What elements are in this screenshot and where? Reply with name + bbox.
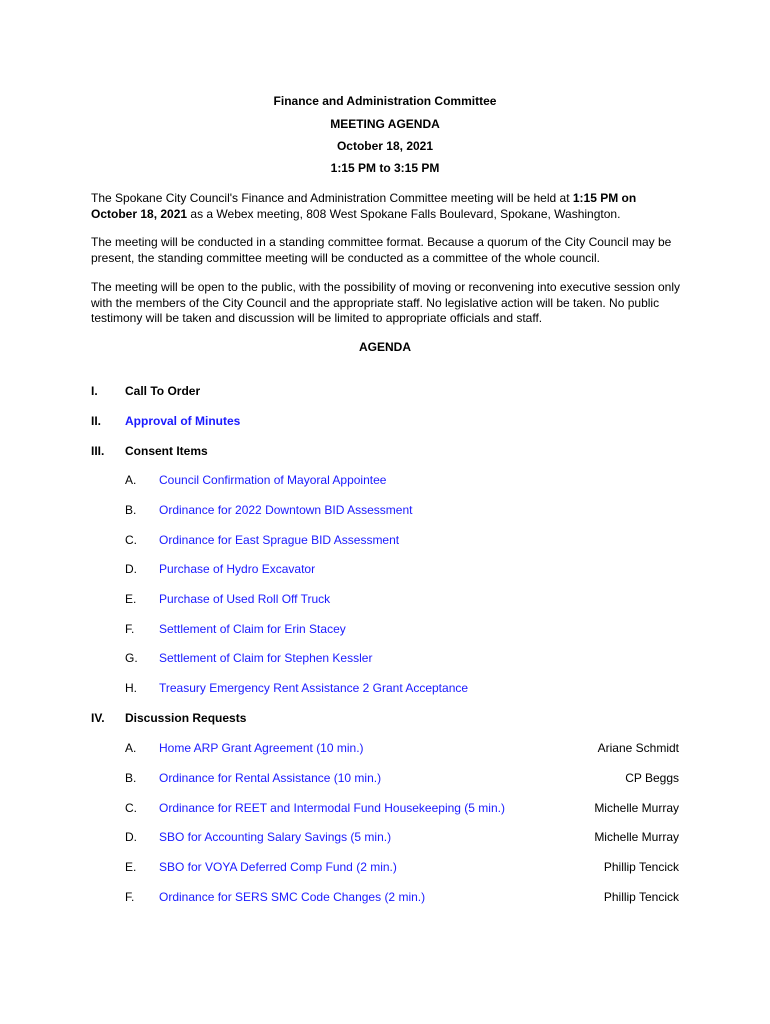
section-title: Discussion Requests [125,711,247,725]
consent-item-link[interactable]: Purchase of Hydro Excavator [159,562,316,576]
discussion-item [0,889,770,905]
item-letter: D. [125,830,137,844]
discussion-item [0,829,770,845]
item-letter: E. [125,860,137,874]
discussion-item [0,770,770,786]
item-letter: C. [125,533,137,547]
section-title: Call To Order [125,384,201,398]
section-consent-items [0,443,770,459]
discussion-item-link[interactable]: Ordinance for Rental Assistance (10 min.) [159,771,382,785]
consent-item [0,650,770,666]
consent-item-link[interactable]: Ordinance for East Sprague BID Assessment [159,533,400,547]
consent-item-link[interactable]: Purchase of Used Roll Off Truck [159,592,331,606]
consent-item [0,621,770,637]
discussion-item [0,740,770,756]
intro-paragraph-public: The meeting will be open to the public, with the possibility of moving or reconvening into executive session only with the members of the City Council and the appropriate staff. No legislative action will be taken. No public testimony will be taken and discussion will be limited to appropriate officials and staff. [91,280,680,325]
item-letter: B. [125,503,137,517]
discussion-item [0,800,770,816]
doc-type-title: MEETING AGENDA [330,117,440,131]
intro-paragraph-format: The meeting will be conducted in a standing committee format. Because a quorum of the City Council may be present, the standing committee meeting will be conducted as a committee of the whole council. [91,235,672,265]
consent-item [0,502,770,518]
consent-item-link[interactable]: Settlement of Claim for Stephen Kessler [159,651,373,665]
presenter-name: Phillip Tencick [603,890,679,904]
approval-of-minutes-link[interactable]: Approval of Minutes [125,414,241,428]
item-letter: F. [125,622,135,636]
meeting-date: October 18, 2021 [336,139,434,153]
consent-item-link[interactable]: Settlement of Claim for Erin Stacey [159,622,346,636]
item-letter: A. [125,741,137,755]
item-letter: B. [125,771,137,785]
presenter-name: Phillip Tencick [603,860,679,874]
section-call-to-order [0,383,770,399]
meeting-time: 1:15 PM to 3:15 PM [330,161,440,175]
discussion-item-link[interactable]: SBO for Accounting Salary Savings (5 min.) [159,830,392,844]
consent-item [0,472,770,488]
section-number: IV. [91,711,105,725]
agenda-heading: AGENDA [358,340,411,354]
intro-p1-end: as a Webex meeting, 808 West Spokane Falls Boulevard, Spokane, Washington. [187,206,621,221]
discussion-item [0,859,770,875]
item-letter: E. [125,592,137,606]
discussion-item-link[interactable]: Home ARP Grant Agreement (10 min.) [159,741,364,755]
section-title: Consent Items [125,444,208,458]
discussion-item-link[interactable]: Ordinance for REET and Intermodal Fund Housekeeping (5 min.) [159,801,505,815]
section-number: I. [91,384,98,398]
section-discussion-requests [0,710,770,726]
intro-p1-start: The Spokane City Council's Finance and Administration Committee meeting will be held at [91,191,573,205]
item-letter: H. [125,681,137,695]
consent-item [0,561,770,577]
presenter-name: Michelle Murray [594,830,679,844]
consent-item [0,591,770,607]
item-letter: G. [125,651,138,665]
section-approval-of-minutes [0,413,770,429]
presenter-name: Michelle Murray [594,801,679,815]
consent-item-link[interactable]: Ordinance for 2022 Downtown BID Assessment [159,503,413,517]
discussion-item-link[interactable]: Ordinance for SERS SMC Code Changes (2 min.) [159,890,426,904]
committee-title: Finance and Administration Committee [273,94,497,108]
consent-item-link[interactable]: Treasury Emergency Rent Assistance 2 Grant Acceptance [159,681,469,695]
item-letter: C. [125,801,137,815]
section-number: III. [91,444,105,458]
consent-item [0,680,770,696]
presenter-name: CP Beggs [625,771,679,785]
discussion-item-link[interactable]: SBO for VOYA Deferred Comp Fund (2 min.) [159,860,397,874]
intro-p1-datetime: 1:15 PM on October 18, 2021 [91,191,637,221]
consent-item [0,532,770,548]
section-number: II. [91,414,102,428]
item-letter: A. [125,473,137,487]
consent-item-link[interactable]: Council Confirmation of Mayoral Appointee [159,473,387,487]
intro-paragraph-location [91,191,681,222]
item-letter: D. [125,562,137,576]
presenter-name: Ariane Schmidt [597,741,679,755]
item-letter: F. [125,890,135,904]
